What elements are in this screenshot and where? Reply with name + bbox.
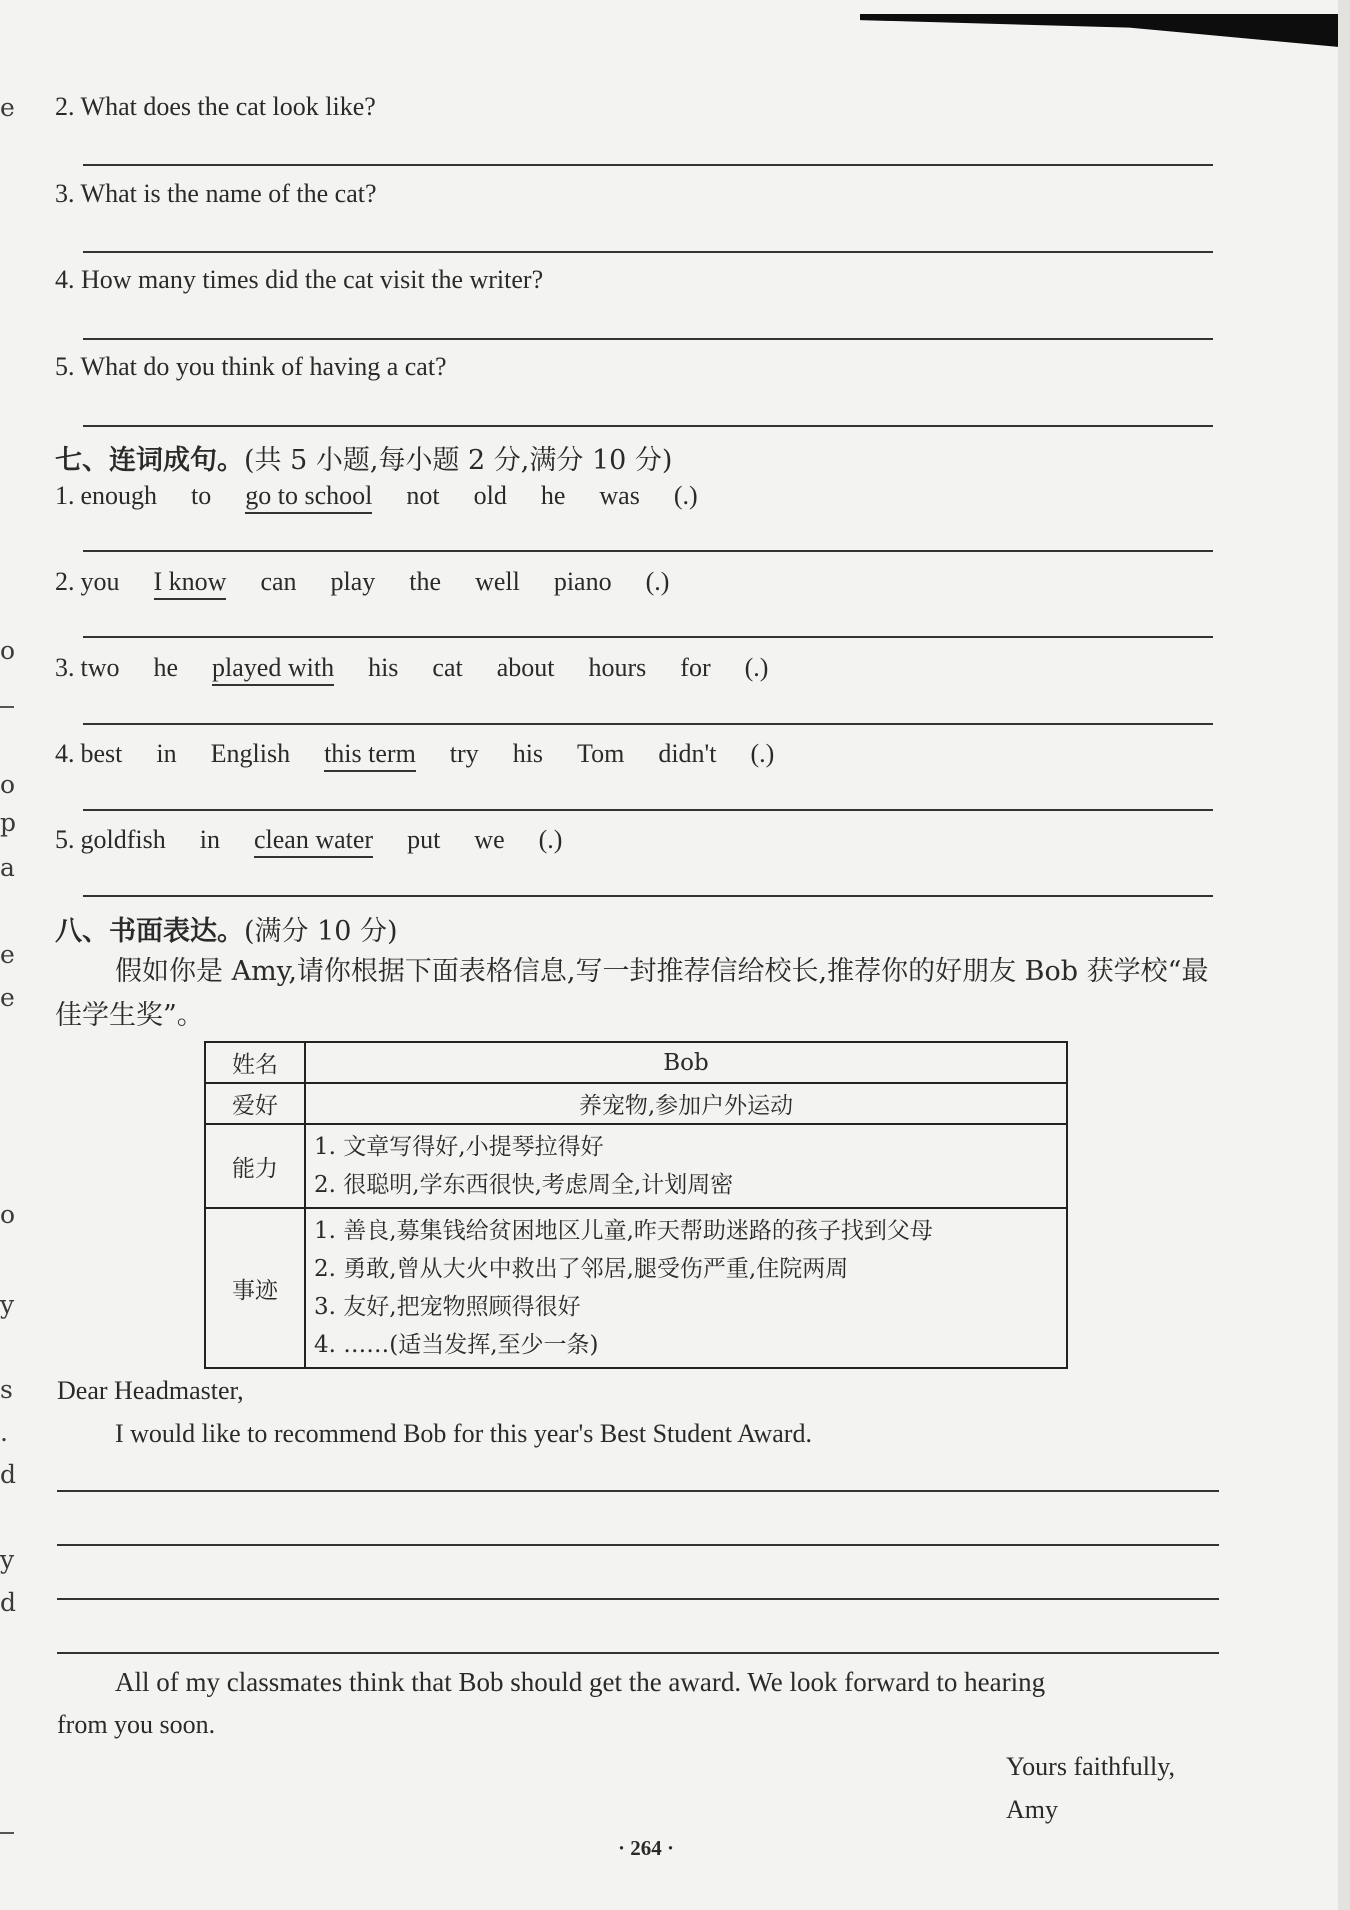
word: not — [406, 481, 440, 510]
section-8-note: (满分 10 分) — [244, 916, 398, 947]
letter-signature: Amy — [1006, 1795, 1058, 1824]
page-edge — [1338, 0, 1350, 1910]
table-row — [205, 1208, 1067, 1368]
item-number: 1. — [55, 481, 75, 510]
word: he — [153, 653, 179, 682]
edge-letter: a — [0, 853, 15, 882]
scramble-item-4 — [55, 739, 808, 772]
punctuation: (.) — [750, 739, 775, 768]
answer-line[interactable] — [83, 338, 1213, 340]
deed-item: 3. 友好,把宠物照顾得很好 — [314, 1294, 581, 1320]
section-8-heading — [55, 909, 398, 948]
edge-letter: e — [0, 983, 15, 1012]
table-row — [205, 1042, 1067, 1083]
edge-letter: d — [0, 1460, 17, 1489]
edge-letter: s — [0, 1375, 13, 1404]
ability-item: 1. 文章写得好,小提琴拉得好 — [314, 1134, 604, 1160]
answer-line[interactable] — [83, 425, 1213, 427]
hobby-value: 养宠物,参加户外运动 — [305, 1083, 1067, 1124]
word: the — [409, 567, 442, 596]
edge-dash — [0, 1832, 14, 1834]
answer-line[interactable] — [83, 636, 1213, 638]
word: didn't — [658, 739, 717, 768]
item-number: 2. — [55, 567, 75, 596]
underlined-phrase: I know — [154, 567, 227, 600]
underlined-phrase: clean water — [254, 825, 373, 858]
answer-line[interactable] — [83, 723, 1213, 725]
word: his — [512, 739, 544, 768]
writing-line[interactable] — [57, 1652, 1219, 1654]
answer-line[interactable] — [83, 550, 1213, 552]
word: piano — [553, 567, 612, 596]
writing-line[interactable] — [57, 1544, 1219, 1546]
edge-letter: o — [0, 1200, 16, 1229]
question-4: 4. How many times did the cat visit the writer? — [55, 265, 544, 294]
word: in — [199, 825, 220, 854]
word: for — [680, 653, 711, 682]
punctuation: (.) — [673, 481, 698, 510]
word: about — [496, 653, 555, 682]
word: goldfish — [80, 825, 166, 854]
deeds-label: 事迹 — [205, 1208, 305, 1368]
section-7-heading — [55, 438, 672, 477]
word: enough — [80, 481, 158, 510]
underlined-phrase: this term — [324, 739, 416, 772]
answer-line[interactable] — [83, 809, 1213, 811]
writing-line[interactable] — [57, 1598, 1219, 1600]
word: he — [540, 481, 566, 510]
answer-line[interactable] — [83, 251, 1213, 253]
word: can — [260, 567, 297, 596]
scramble-item-5 — [55, 825, 596, 858]
table-row — [205, 1124, 1067, 1208]
question-3: 3. What is the name of the cat? — [55, 179, 377, 208]
deed-item: 1. 善良,募集钱给贫困地区儿童,昨天帮助迷路的孩子找到父母 — [314, 1218, 933, 1244]
word: his — [368, 653, 399, 682]
letter-greeting: Dear Headmaster, — [57, 1376, 244, 1405]
letter-opening: I would like to recommend Bob for this year's Best Student Award. — [115, 1419, 812, 1448]
edge-letter: p — [0, 808, 17, 837]
question-2: 2. What does the cat look like? — [55, 92, 376, 121]
punctuation: (.) — [744, 653, 769, 682]
punctuation: (.) — [538, 825, 563, 854]
deed-item: 2. 勇敢,曾从大火中救出了邻居,腿受伤严重,住院两周 — [314, 1256, 849, 1282]
word: well — [475, 567, 520, 596]
scramble-item-1 — [55, 481, 732, 514]
edge-letter: . — [0, 1418, 8, 1447]
edge-letter: e — [0, 93, 15, 122]
edge-letter: y — [0, 1290, 15, 1319]
edge-letter: o — [0, 770, 16, 799]
edge-letter: y — [0, 1545, 15, 1574]
edge-dash — [0, 706, 14, 708]
question-5: 5. What do you think of having a cat? — [55, 352, 447, 381]
edge-letter: e — [0, 940, 15, 969]
answer-line[interactable] — [83, 895, 1213, 897]
edge-letter: d — [0, 1588, 17, 1617]
ability-item: 2. 很聪明,学东西很快,考虑周全,计划周密 — [314, 1172, 734, 1198]
word: best — [80, 739, 123, 768]
writing-line[interactable] — [57, 1490, 1219, 1492]
word: English — [210, 739, 291, 768]
letter-signoff: Yours faithfully, — [1006, 1752, 1176, 1781]
section-7-title: 七、连词成句。 — [55, 445, 244, 476]
hobby-label: 爱好 — [205, 1083, 305, 1124]
letter-closing-line-2: from you soon. — [57, 1710, 216, 1739]
underlined-phrase: go to school — [245, 481, 372, 514]
deed-item: 4. ……(适当发挥,至少一条) — [314, 1332, 599, 1358]
scan-shadow — [860, 14, 1350, 48]
item-number: 4. — [55, 739, 75, 768]
info-table — [204, 1041, 1068, 1369]
word: try — [449, 739, 479, 768]
item-number: 5. — [55, 825, 75, 854]
section-8-title: 八、书面表达。 — [55, 916, 244, 947]
ability-cell — [305, 1124, 1067, 1208]
word: Tom — [577, 739, 625, 768]
word: in — [156, 739, 177, 768]
word: cat — [432, 653, 463, 682]
table-row — [205, 1083, 1067, 1124]
page-number: · 264 · — [618, 1836, 675, 1860]
word: was — [599, 481, 640, 510]
edge-letter: o — [0, 636, 16, 665]
word: you — [80, 567, 120, 596]
word: put — [407, 825, 441, 854]
scramble-item-3 — [55, 653, 802, 686]
letter-closing-line-1: All of my classmates think that Bob should get the award. We look forward to hearing — [115, 1667, 1046, 1697]
deeds-cell — [305, 1208, 1067, 1368]
word: we — [474, 825, 505, 854]
word: old — [473, 481, 507, 510]
name-value: Bob — [305, 1042, 1067, 1083]
word: to — [191, 481, 212, 510]
scramble-item-2 — [55, 567, 703, 600]
answer-line[interactable] — [83, 164, 1213, 166]
word: play — [330, 567, 376, 596]
name-label: 姓名 — [205, 1042, 305, 1083]
writing-instruction: 假如你是 Amy,请你根据下面表格信息,写一封推荐信给校长,推荐你的好朋友 Bob 获学校“最佳学生奖”。 — [55, 956, 1209, 1031]
word: hours — [588, 653, 647, 682]
word: two — [80, 653, 120, 682]
ability-label: 能力 — [205, 1124, 305, 1208]
section-7-note: (共 5 小题,每小题 2 分,满分 10 分) — [244, 445, 673, 476]
punctuation: (.) — [645, 567, 670, 596]
underlined-phrase: played with — [212, 653, 334, 686]
item-number: 3. — [55, 653, 75, 682]
